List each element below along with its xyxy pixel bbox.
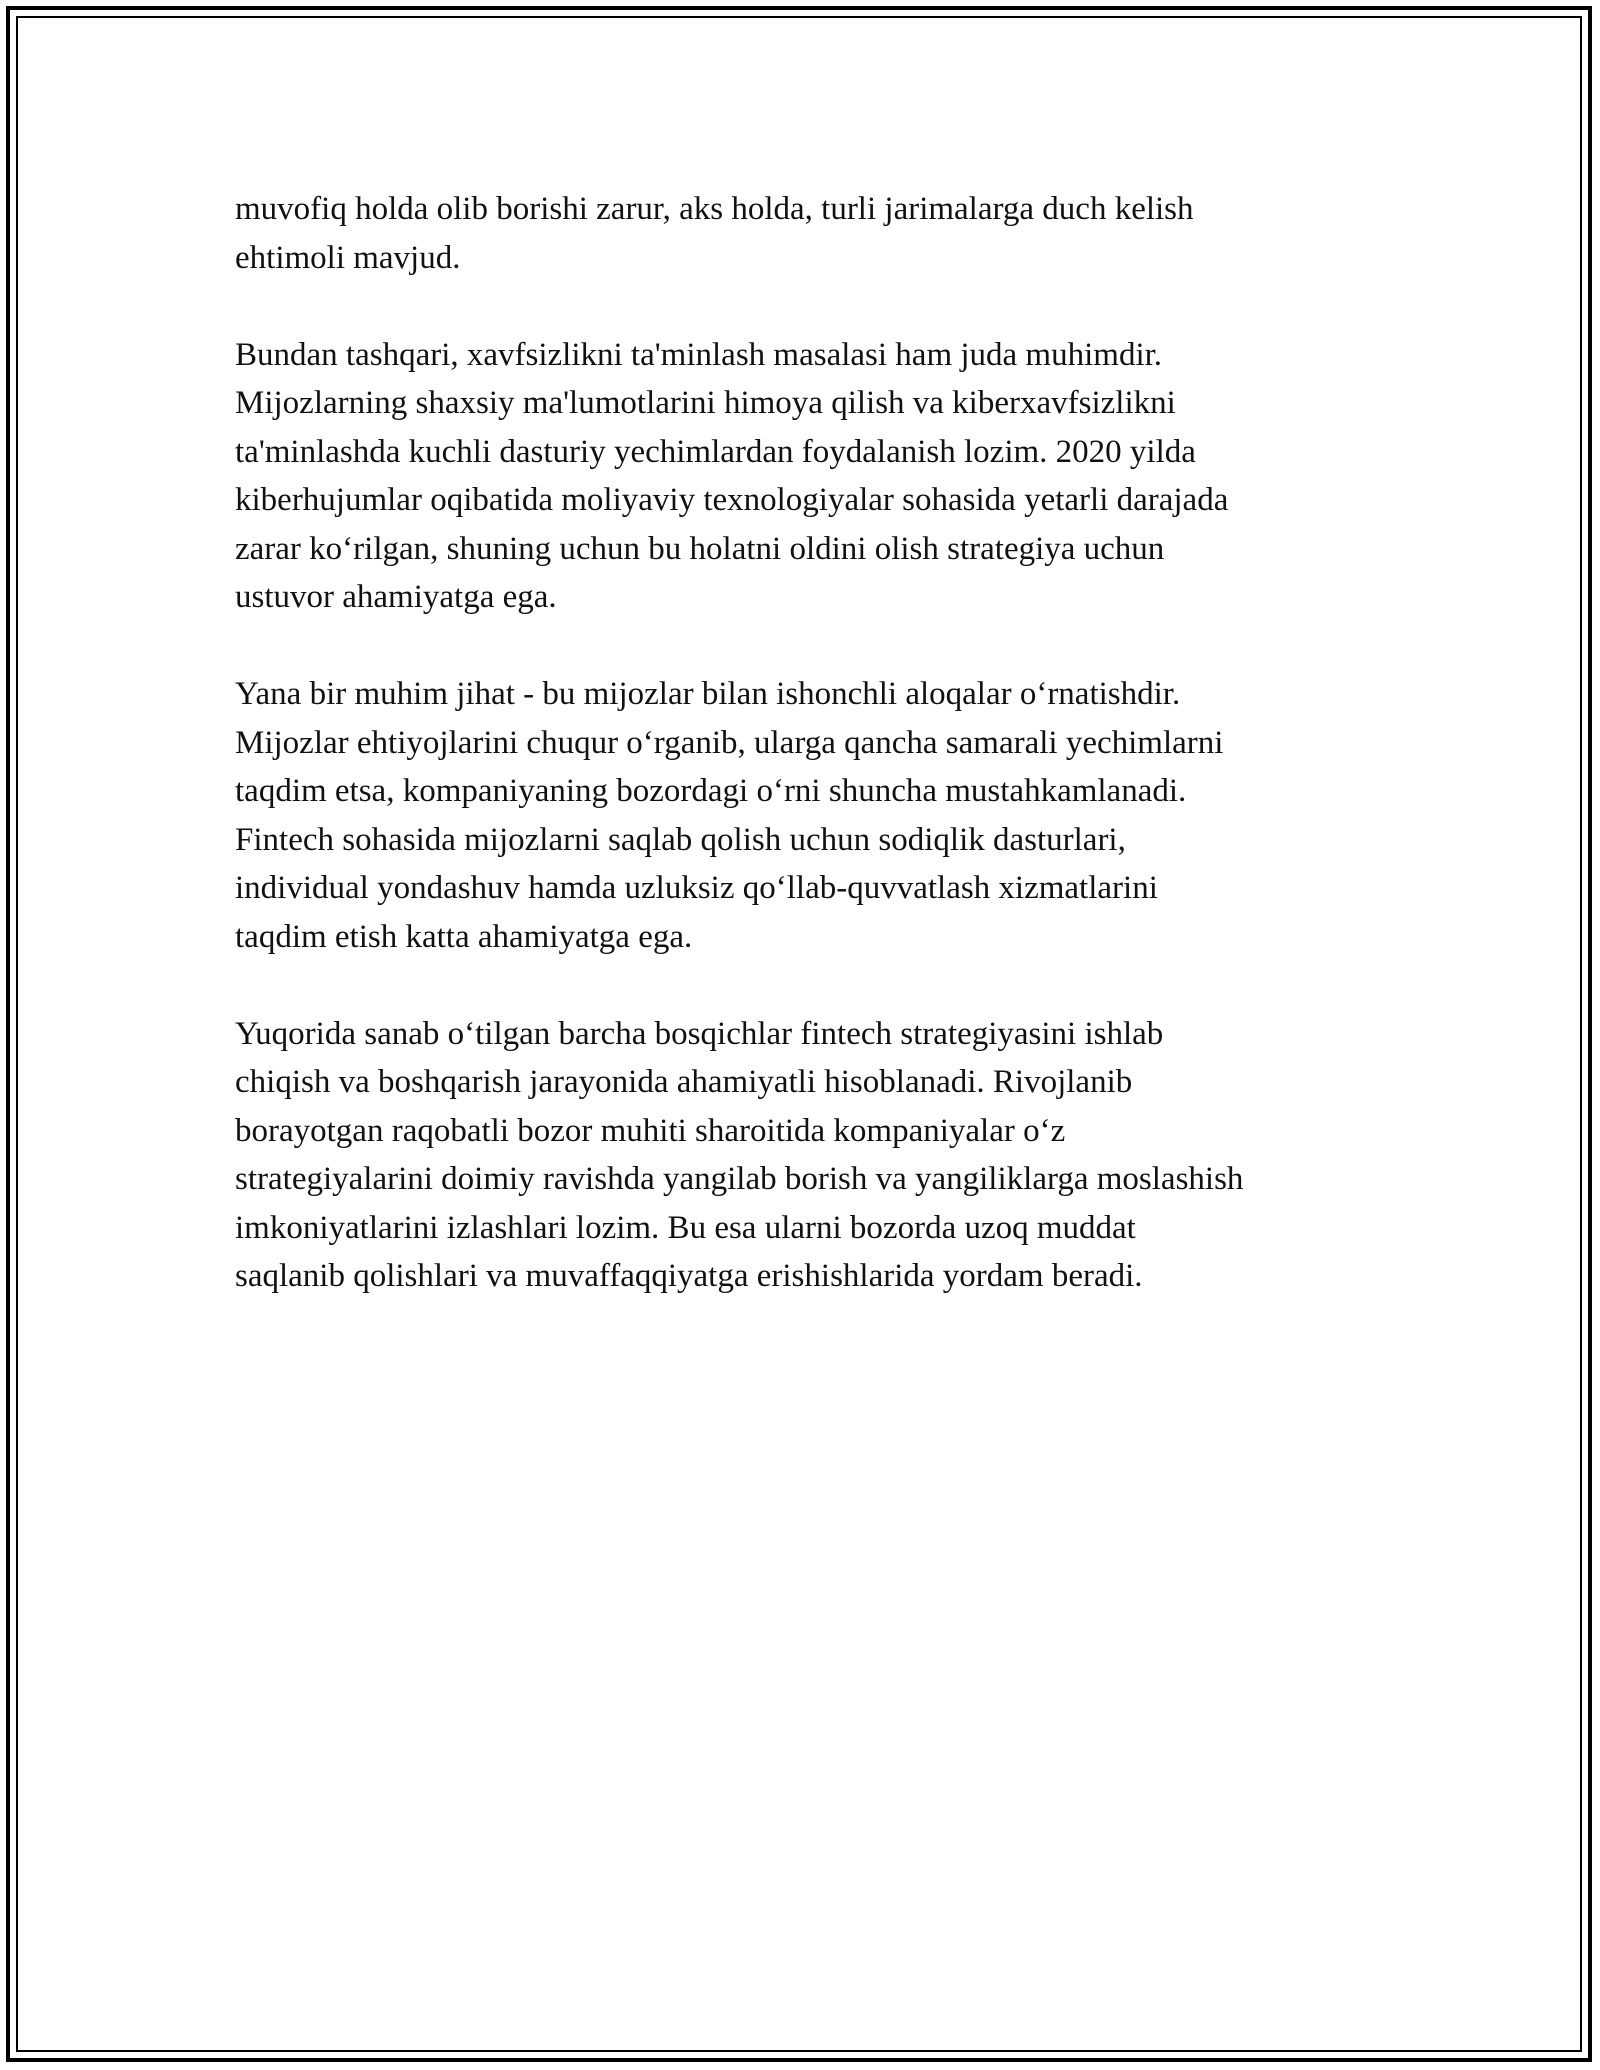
text-line: individual yondashuv hamda uzluksiz qo‘llab-quvvatlash xizmatlarini xyxy=(235,870,1158,906)
text-line: Mijozlar ehtiyojlarini chuqur o‘rganib, ularga qancha samarali yechimlarni xyxy=(235,724,1224,761)
text-line: borayotgan raqobatli bozor muhiti sharoitida kompaniyalar o‘z xyxy=(235,1112,1066,1149)
text-line: taqdim etsa, kompaniyaning bozordagi o‘rni shuncha mustahkamlanadi. xyxy=(235,773,1187,809)
text-line: muvofiq holda olib borishi zarur, aks holda, turli jarimalarga duch kelish xyxy=(235,191,1194,227)
text-line: Yuqorida sanab o‘tilgan barcha bosqichlar fintech strategiyasini ishlab xyxy=(235,1015,1164,1052)
text-line: ehtimoli mavjud. xyxy=(235,239,461,276)
text-line: strategiyalarini doimiy ravishda yangilab borish va yangiliklarga moslashish xyxy=(235,1161,1244,1197)
text-line: zarar ko‘rilgan, shuning uchun bu holatni oldini olish strategiya uchun xyxy=(235,530,1165,567)
paragraph-4 xyxy=(235,1010,1375,1301)
text-line: Fintech sohasida mijozlarni saqlab qolish uchun sodiqlik dasturlari, xyxy=(235,821,1126,858)
text-line: ustuvor ahamiyatga ega. xyxy=(235,579,557,615)
paragraph-1 xyxy=(235,185,1375,282)
paragraph-3 xyxy=(235,670,1375,961)
text-line: Mijozlarning shaxsiy ma'lumotlarini himoya qilish va kiberxavfsizlikni xyxy=(235,385,1176,421)
text-line: saqlanib qolishlari va muvaffaqqiyatga erishishlarida yordam beradi. xyxy=(235,1258,1143,1294)
text-line: kiberhujumlar oqibatida moliyaviy texnologiyalar sohasida yetarli darajada xyxy=(235,482,1229,518)
text-line: Yana bir muhim jihat - bu mijozlar bilan ishonchli aloqalar o‘rnatishdir. xyxy=(235,676,1181,712)
text-line: imkoniyatlarini izlashlari lozim. Bu esa ularni bozorda uzoq muddat xyxy=(235,1209,1136,1246)
text-line: ta'minlashda kuchli dasturiy yechimlardan foydalanish lozim. 2020 yilda xyxy=(235,433,1196,470)
text-line: taqdim etish katta ahamiyatga ega. xyxy=(235,918,693,955)
paragraph-2 xyxy=(235,331,1375,622)
document-body xyxy=(235,185,1375,1349)
text-line: Bundan tashqari, xavfsizlikni ta'minlash masalasi ham juda muhimdir. xyxy=(235,336,1163,373)
text-line: chiqish va boshqarish jarayonida ahamiyatli hisoblanadi. Rivojlanib xyxy=(235,1064,1133,1100)
